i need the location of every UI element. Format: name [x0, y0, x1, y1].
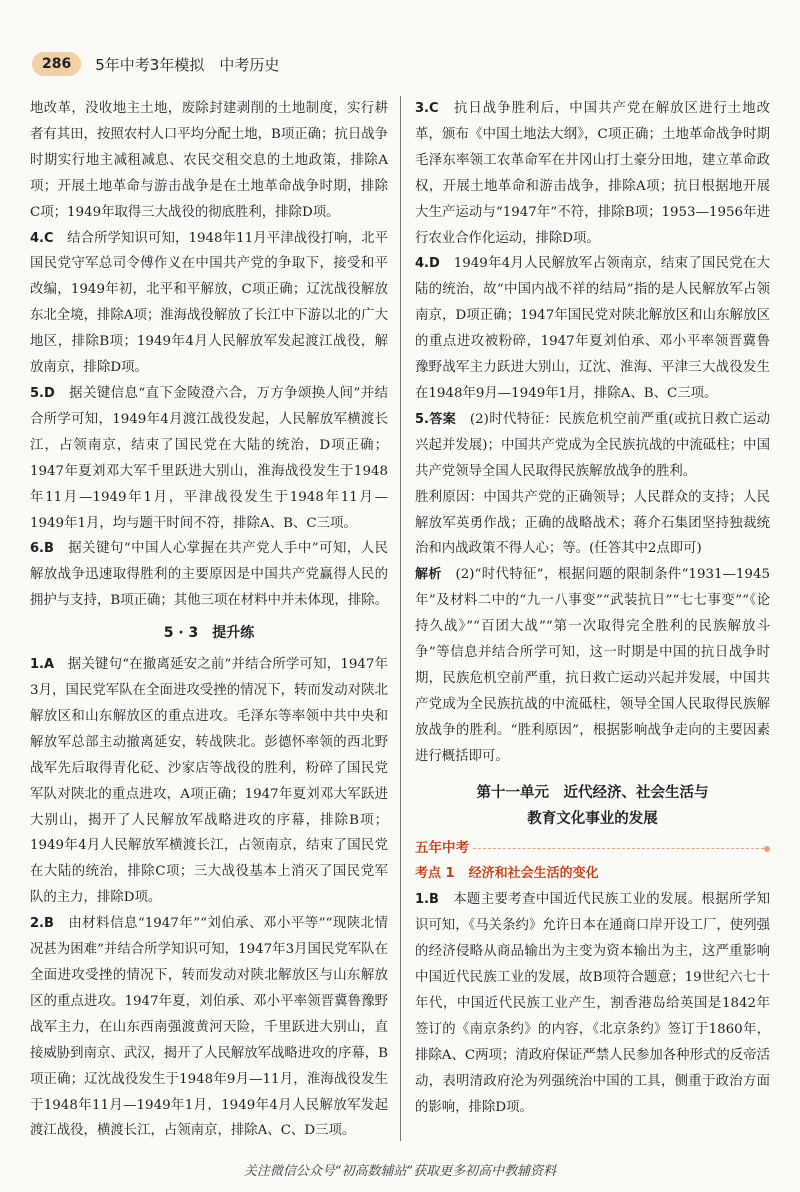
answer-text: 据关键信息“直下金陵澄六合，万方争颂换人间”并结合所学可知，1949年4月渡江战役发起，人民解放军横渡长江，占领南京，结束了国民党在大陆的统治，D项正确；1947年夏刘邓大军千里跃进大别山，淮海战役发生于1948年11月—1949年1月，平津战役发生于1948年11月—1949年1月，均与题干时间不符，排除A、B、C三项。 — [30, 385, 389, 531]
answer-item — [415, 562, 770, 769]
left-column — [30, 96, 388, 1144]
exam-point-title: 经济和社会生活的变化 — [468, 866, 599, 882]
column-divider — [400, 96, 401, 1141]
footer-note: 关注微信公众号“初高数辅站”获取更多初高中教辅资料 — [243, 1164, 557, 1179]
answer-label: 2.B — [30, 916, 54, 932]
answer-item — [30, 381, 388, 536]
answer-label: 5.答案 — [415, 411, 457, 427]
banner-label: 五年中考 — [415, 839, 469, 856]
answer-text: 抗日战争胜利后，中国共产党在解放区进行土地改革，颁布《中国土地法大纲》，C项正确；土地革命战争时期毛泽东率领工农革命军在井冈山打土豪分田地，建立革命政权，开展土地革命和游击战争，排除A项；抗日根据地开展大生产运动与“1947年”不符，排除B项；1953—1956年进行农业合作化运动，排除D项。 — [415, 101, 771, 246]
book-title: 5年中考3年模拟 中考历史 — [95, 55, 280, 74]
answer-text: 地改革，没收地主土地，废除封建剥削的土地制度，实行耕者有其田，按照农村人口平均分配土地，B项正确；抗日战争时期实行地主减租减息、农民交租交息的土地政策，排除A项；开展土地革命与游击战争是在土地革命战争时期，排除C项；1949年取得三大战役的彻底胜利，排除D项。 — [30, 101, 388, 220]
answer-text: 1949年4月人民解放军占领南京，结束了国民党在大陆的统治，故“中国内战不祥的结局”指的是人民解放军占领南京，D项正确；1947年国民党对陕北解放区和山东解放区的重点进攻被粉碎，1947年夏刘伯承、邓小平率领晋冀鲁豫野战军主力跃进大别山，辽沈、淮海、平津三大战役发生在1948年9月—1949年1月，排除A、B、C三项。 — [415, 256, 770, 401]
answer-label: 解析 — [415, 567, 442, 583]
answer-item — [30, 96, 388, 226]
answer-text: 据关键句“在撤离延安之前”并结合所学可知，1947年3月，国民党军队在全面进攻受挫的情况下，转而发动对陕北解放区和山东解放区的重点进攻。毛泽东等率领中共中央和解放军总部主动撤离延安，转战陕北。彭德怀率领的西北野战军先后取得青化砭、沙家店等战役的胜利，粉碎了国民党军队对陕北的重点进攻，A项正确；1947年夏刘邓大军跃进大别山，揭开了人民解放军战略进攻的序幕，排除B项；1949年4月人民解放军横渡长江，占领南京，结束了国民党在大陆的统治，排除C项；三大战役基本上消灭了国民党军队的主力，排除D项。 — [30, 657, 388, 906]
exam-point-heading — [415, 861, 770, 887]
answer-text: 结合所学知识可知，1948年11月平津战役打响，北平国民党守军总司令傅作义在中国共产党的争取下，接受和平改编，1949年初，北平和平解放，C项正确；辽沈战役解放东北全境，排除A项；淮海战役解放了长江中下游以北的广大地区，排除B项；1949年4月人民解放军发起渡江战役，解放南京，排除D项。 — [30, 230, 388, 376]
banner-rule — [473, 848, 764, 850]
answer-text: 据关键句“中国人心掌握在共产党人手中”可知，人民解放战争迅速取得胜利的主要原因是中国共产党赢得人民的拥护与支持，B项正确；其他三项在材料中并未体现，排除。 — [30, 541, 388, 609]
banner-dot — [764, 846, 770, 852]
answer-item — [30, 536, 388, 614]
answer-item — [30, 911, 388, 1144]
answer-text: 由材料信息“1947年”“刘伯承、邓小平等”“现陕北情况甚为困难”并结合所学知识可知，1947年3月国民党军队在全面进攻受挫的情况下，转而发动对陕北解放区与山东解放区的重点进攻。1947年夏，刘伯承、邓小平率领晋冀鲁豫野战军主力，在山东西南强渡黄河天险，千里跃进大别山，直接威胁到南京、武汉，揭开了人民解放军战略进攻的序幕，B项正确；辽沈战役发生于1948年9月—11月，淮海战役发生于1948年11月—1949年1月，1949年4月人民解放军发起渡江战役，横渡长江，占领南京，排除A、C、D三项。 — [30, 916, 389, 1139]
answer-item — [415, 887, 770, 1120]
answer-text: 胜利原因：中国共产党的正确领导；人民群众的支持；人民解放军英勇作战；正确的战略战术；蒋介石集团坚持独裁统治和内战政策不得人心；等。(任答其中2点即可) — [415, 489, 770, 557]
answer-text: 本题主要考查中国近代民族工业的发展。根据所学知识可知，《马关条约》允许日本在通商口岸开设工厂，使列强的经济侵略从商品输出为主变为资本输出为主，这严重影响中国近代民族工业的发展，故B项符合题意；19世纪六七十年代，中国近代民族工业产生，割香港岛给英国是1842年签订的《南京条约》的内容，《北京条约》签订于1860年，排除A、C两项；清政府保证严禁人民参加各种形式的反帝活动，表明清政府沦为列强统治中国的工具，侧重于政治方面的影响，排除D项。 — [415, 892, 771, 1115]
right-column — [415, 96, 770, 1121]
answer-text: (2)时代特征：民族危机空前严重(或抗日救亡运动兴起并发展)；中国共产党成为全民族抗战的中流砥柱；中国共产党领导全国人民取得民族解放战争的胜利。 — [415, 411, 770, 479]
page-number: 286 — [32, 52, 81, 76]
answer-item — [30, 652, 388, 911]
answer-item — [415, 485, 770, 563]
unit-title: 第十一单元 近代经济、社会生活与 — [476, 784, 709, 801]
answer-label: 1.B — [415, 892, 439, 908]
exam-point-label: 考点 1 — [415, 866, 455, 882]
answer-item — [415, 96, 770, 251]
answer-label: 6.B — [30, 541, 54, 557]
answer-label: 3.C — [415, 101, 439, 116]
answer-label: 4.C — [30, 230, 54, 246]
answer-text: (2)“时代特征”，根据问题的限制条件“1931—1945年”及材料二中的“九一八事变”“武装抗日”“七七事变”“《论持久战》”“百团大战”“第一次取得完全胜利的民族解放斗争”等信息并结合所学可知，这一时期是中国的抗日战争时期，民族危机空前严重，抗日救亡运动兴起并发展，中国共产党成为全民族抗战的中流砥柱，领导全国人民取得民族解放战争的胜利。“胜利原因”，根据影响战争走向的主要因素进行概括即可。 — [415, 567, 770, 764]
answer-item — [415, 251, 770, 406]
section-heading: 5 · 3 提升练 — [163, 625, 255, 642]
page-header — [32, 48, 279, 80]
answer-label: 5.D — [30, 385, 55, 401]
answer-item — [415, 407, 770, 485]
unit-title-line2: 教育文化事业的发展 — [527, 810, 658, 827]
answer-label: 4.D — [415, 256, 440, 272]
answer-label: 1.A — [30, 657, 55, 673]
answer-item — [30, 226, 388, 381]
five-year-exam-banner — [415, 836, 770, 862]
